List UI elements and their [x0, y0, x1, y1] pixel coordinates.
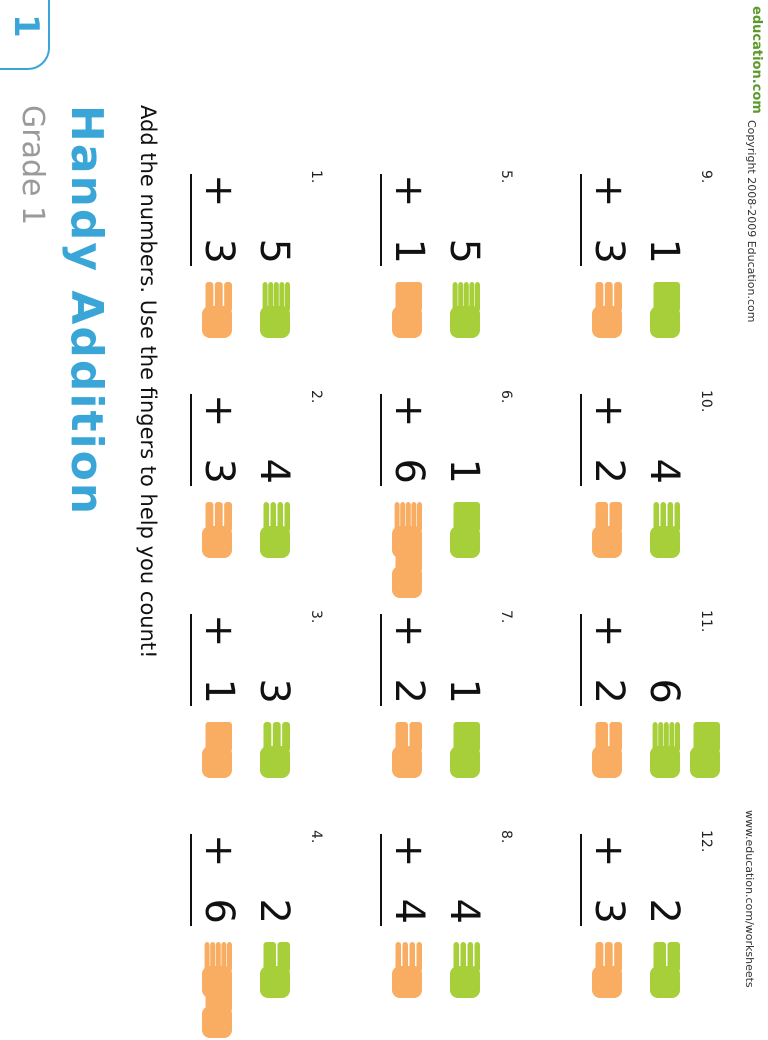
- addend-bottom-row: [585, 174, 633, 264]
- plus-sign: +: [586, 174, 632, 208]
- answer-line: [190, 614, 192, 706]
- answer-line: [580, 614, 582, 706]
- addend-top: 5: [251, 238, 297, 264]
- orange-hand-icon: [198, 720, 238, 780]
- addend-bottom: 3: [196, 458, 242, 484]
- green-hand-icon: [646, 940, 686, 1000]
- addend-top: 3: [251, 678, 297, 704]
- problem-6: [378, 390, 528, 600]
- answer-line: [580, 834, 582, 926]
- addend-bottom-row: [195, 614, 243, 704]
- green-hand-icon: [446, 720, 486, 780]
- plus-sign: +: [386, 834, 432, 868]
- orange-hand-icon: [198, 280, 238, 340]
- answer-line: [580, 174, 582, 266]
- answer-line: [580, 394, 582, 486]
- plus-sign: +: [196, 834, 242, 868]
- problem-number: 2.: [308, 390, 324, 404]
- answer-line: [190, 394, 192, 486]
- problem-number: 5.: [498, 170, 514, 184]
- answer-line: [190, 174, 192, 266]
- addend-top: 4: [251, 458, 297, 484]
- orange-hand-icon: [198, 980, 238, 1040]
- orange-hand-icon: [588, 940, 628, 1000]
- green-hand-icon: [446, 280, 486, 340]
- orange-hand-icon: [388, 280, 428, 340]
- grade-badge: [0, 0, 50, 70]
- problem-1: [188, 170, 338, 380]
- grade-badge-number: 1: [6, 14, 46, 38]
- plus-sign: +: [196, 614, 242, 648]
- addend-bottom-row: [585, 394, 633, 484]
- problem-7: [378, 610, 528, 820]
- green-hand-icon: [256, 940, 296, 1000]
- addend-top: 4: [641, 458, 687, 484]
- problem-number: 10.: [698, 390, 714, 413]
- plus-sign: +: [196, 174, 242, 208]
- addend-top: 2: [251, 898, 297, 924]
- plus-sign: +: [586, 394, 632, 428]
- addend-bottom: 3: [586, 898, 632, 924]
- addend-top: 6: [641, 678, 687, 704]
- addend-bottom-row: [385, 834, 433, 924]
- plus-sign: +: [586, 614, 632, 648]
- problem-5: [378, 170, 528, 380]
- problem-9: [578, 170, 728, 380]
- problem-3: [188, 610, 338, 820]
- addend-bottom: 2: [586, 458, 632, 484]
- problem-12: [578, 830, 728, 1040]
- addend-bottom: 2: [586, 678, 632, 704]
- answer-line: [380, 614, 382, 706]
- addend-bottom-row: [585, 834, 633, 924]
- green-hand-icon: [256, 720, 296, 780]
- plus-sign: +: [386, 174, 432, 208]
- plus-sign: +: [386, 394, 432, 428]
- addend-bottom-row: [385, 174, 433, 264]
- addend-top: 1: [441, 458, 487, 484]
- green-hand-icon: [646, 500, 686, 560]
- answer-line: [190, 834, 192, 926]
- problem-2: [188, 390, 338, 600]
- addend-bottom-row: [385, 614, 433, 704]
- problem-11: [578, 610, 728, 820]
- problem-4: [188, 830, 338, 1040]
- addend-bottom-row: [195, 834, 243, 924]
- problem-number: 11.: [698, 610, 714, 633]
- addend-bottom-row: [385, 394, 433, 484]
- addend-bottom-row: [585, 614, 633, 704]
- answer-line: [380, 834, 382, 926]
- addend-bottom: 3: [196, 238, 242, 264]
- addend-bottom: 1: [386, 238, 432, 264]
- plus-sign: +: [586, 834, 632, 868]
- green-hand-icon: [256, 500, 296, 560]
- problem-number: 3.: [308, 610, 324, 624]
- website-text: www.education.com/worksheets: [743, 810, 756, 988]
- green-hand-icon: [646, 720, 686, 780]
- green-hand-icon: [446, 940, 486, 1000]
- problem-number: 1.: [308, 170, 324, 184]
- education-logo: education.com: [749, 6, 764, 114]
- orange-hand-icon: [588, 720, 628, 780]
- problem-number: 12.: [698, 830, 714, 853]
- orange-hand-icon: [388, 540, 428, 600]
- problem-number: 4.: [308, 830, 324, 844]
- problem-8: [378, 830, 528, 1040]
- green-hand-icon: [256, 280, 296, 340]
- orange-hand-icon: [198, 500, 238, 560]
- plus-sign: +: [386, 614, 432, 648]
- green-hand-icon: [646, 280, 686, 340]
- problem-number: 7.: [498, 610, 514, 624]
- addend-bottom-row: [195, 174, 243, 264]
- orange-hand-icon: [388, 940, 428, 1000]
- addend-bottom: 4: [386, 898, 432, 924]
- orange-hand-icon: [588, 500, 628, 560]
- addend-bottom: 1: [196, 678, 242, 704]
- grade-label: Grade 1: [15, 105, 50, 226]
- addend-top: 1: [641, 238, 687, 264]
- addend-top: 2: [641, 898, 687, 924]
- instructions: Add the numbers. Use the fingers to help you count!: [136, 105, 160, 659]
- addend-bottom-row: [195, 394, 243, 484]
- orange-hand-icon: [588, 280, 628, 340]
- answer-line: [380, 174, 382, 266]
- problem-number: 9.: [698, 170, 714, 184]
- addend-bottom: 2: [386, 678, 432, 704]
- addend-top: 4: [441, 898, 487, 924]
- orange-hand-icon: [388, 720, 428, 780]
- page-title: Handy Addition: [61, 105, 112, 517]
- problem-number: 6.: [498, 390, 514, 404]
- addend-top: 5: [441, 238, 487, 264]
- addend-top: 1: [441, 678, 487, 704]
- answer-line: [380, 394, 382, 486]
- addend-bottom: 6: [386, 458, 432, 484]
- green-hand-icon: [446, 500, 486, 560]
- plus-sign: +: [196, 394, 242, 428]
- problem-number: 8.: [498, 830, 514, 844]
- green-hand-icon: [686, 720, 726, 780]
- problem-10: [578, 390, 728, 600]
- addend-bottom: 3: [586, 238, 632, 264]
- copyright-text: Copyright 2008-2009 Education.com: [745, 120, 758, 323]
- addend-bottom: 6: [196, 898, 242, 924]
